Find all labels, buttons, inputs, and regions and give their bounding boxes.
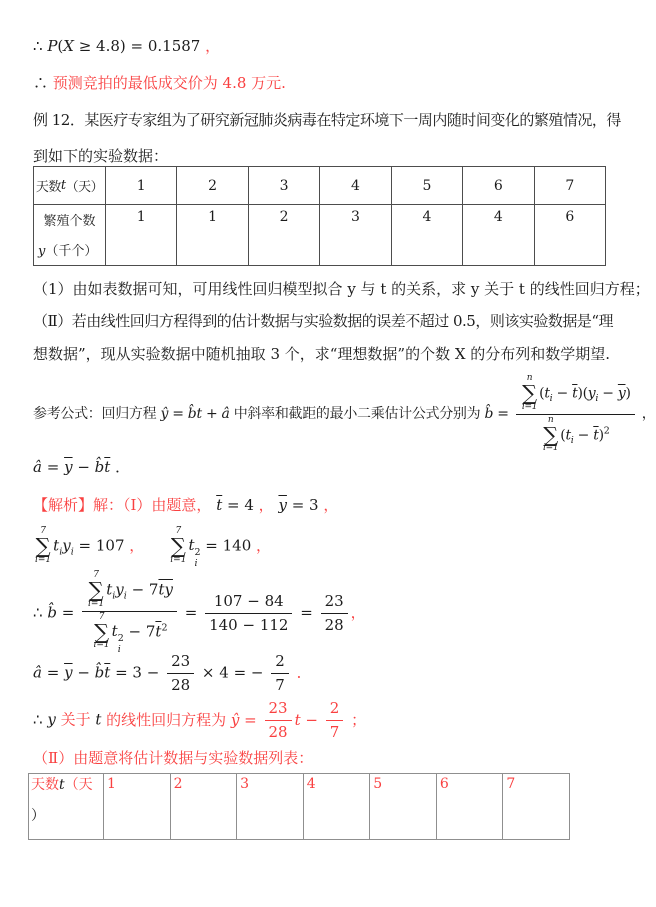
t2-days-label-cell <box>29 774 104 840</box>
example-12-intro-line1: 例 12．某医疗专家组为了研究新冠肺炎病毒在特定环境下一周内随时间变化的繁殖情况，得 <box>33 111 621 129</box>
t1-day-value-cell: 6 <box>463 167 534 205</box>
t2-day-value-cell: 7 <box>503 774 570 840</box>
slope-calculation-line: ∴ b̂ = 7 ∑ i=1 $t_iy_i - 7\overline{ty}$ 7 ∑ i=1 t 2 i − $7\overline{t}^2$ = $\frac{107 - 84}{140 - 112}$ = $\frac{23}{28}$ ， <box>33 570 366 655</box>
t2-day-value-cell: 1 <box>104 774 171 840</box>
t2-days-label-line2: ） <box>31 808 45 825</box>
t1-day-value-cell: 3 <box>249 167 320 205</box>
t1-reproduction-value-cell: 4 <box>392 205 463 266</box>
experiment-data-table <box>33 166 606 266</box>
t1-day-value-cell: 1 <box>106 167 177 205</box>
question-1-line: （1）由如表数据可知，可用线性回归模型拟合 y 与 t 的关系，求 y 关于 t 的线性回归方程； <box>33 280 650 298</box>
t2-day-value-cell: 6 <box>437 774 504 840</box>
reference-formula-line: 参考公式：回归方程 ŷ = b̂t + â 中斜率和截距的最小二乘估计公式分别为 b̂ = n ∑ i=1 $(t_i - \overline{t})(y_i - \overline{y})$ n ∑ i=1 $(t_i - \overline{t})^2$ ， <box>33 373 656 454</box>
t1-reproduction-value-cell: 1 <box>106 205 177 266</box>
intercept-formula-line: â = $\overline{y}$ − $b̂\overline{t}$ ． <box>33 458 131 476</box>
t1-day-value-cell: 2 <box>177 167 248 205</box>
t1-day-value-cell: 5 <box>392 167 463 205</box>
t2-day-value-cell: 3 <box>237 774 304 840</box>
example-12-intro-line2: 到如下的实验数据： <box>33 147 169 165</box>
t2-day-value-cell: 5 <box>370 774 437 840</box>
probability-result-line: ∴ P(X ≥ 4.8) = 0.1587 ， <box>33 37 221 55</box>
t1-reproduction-value-cell: 4 <box>463 205 534 266</box>
question-2-line2: 想数据”，现从实验数据中随机抽取 3 个，求“理想数据”的个数 X 的分布列和数学期望. <box>33 345 611 363</box>
sums-line: 7 ∑ i=1 $t_iy_i = 107$ ， 7 ∑ i=1 t 2 i = 140 ， <box>35 526 272 570</box>
t2-day-value-cell: 4 <box>304 774 371 840</box>
t1-days-header-cell: 天数 t （天） <box>34 167 106 205</box>
t1-reproduction-value-cell: 2 <box>249 205 320 266</box>
estimated-data-table <box>28 773 570 840</box>
t1-reproduction-label-line1: 繁殖个数 <box>43 214 96 229</box>
t1-day-value-cell: 4 <box>320 167 391 205</box>
part2-table-intro-line: （Ⅱ）由题意将估计数据与实验数据列表： <box>33 749 314 767</box>
question-2-line1: （Ⅱ）若由线性回归方程得到的估计数据与实验数据的误差不超过 0.5，则该实验数据是“理 <box>33 312 613 330</box>
t1-reproduction-value-cell: 1 <box>177 205 248 266</box>
t1-day-value-cell: 7 <box>535 167 606 205</box>
intercept-calculation-line: â = $\overline{y}$ − $b̂\overline{t} = 3$ − $\frac{23}{28}$ × 4 = − $\frac{2}{7}$ ． <box>33 652 312 694</box>
analysis-heading-line: 【解析】解：（Ⅰ）由题意， $\overline{t} = 4$ ， $\overline{y} = 3$ ， <box>33 496 339 514</box>
t2-days-label-line1: 天数t（天 <box>31 777 93 793</box>
conclusion-line: ∴ 预测竞拍的最低成交价为 4.8 万元. <box>33 74 286 92</box>
t1-reproduction-label-cell <box>34 205 106 266</box>
t2-day-value-cell: 2 <box>171 774 238 840</box>
t1-reproduction-value-cell: 3 <box>320 205 391 266</box>
t1-reproduction-label-line2: y（千个） <box>38 244 98 259</box>
regression-equation-line: ∴ y 关于 t 的线性回归方程为 ŷ = $\frac{23}{28}$ t − $\frac{2}{7}$ ； <box>33 699 367 741</box>
t1-reproduction-value-cell: 6 <box>535 205 606 266</box>
